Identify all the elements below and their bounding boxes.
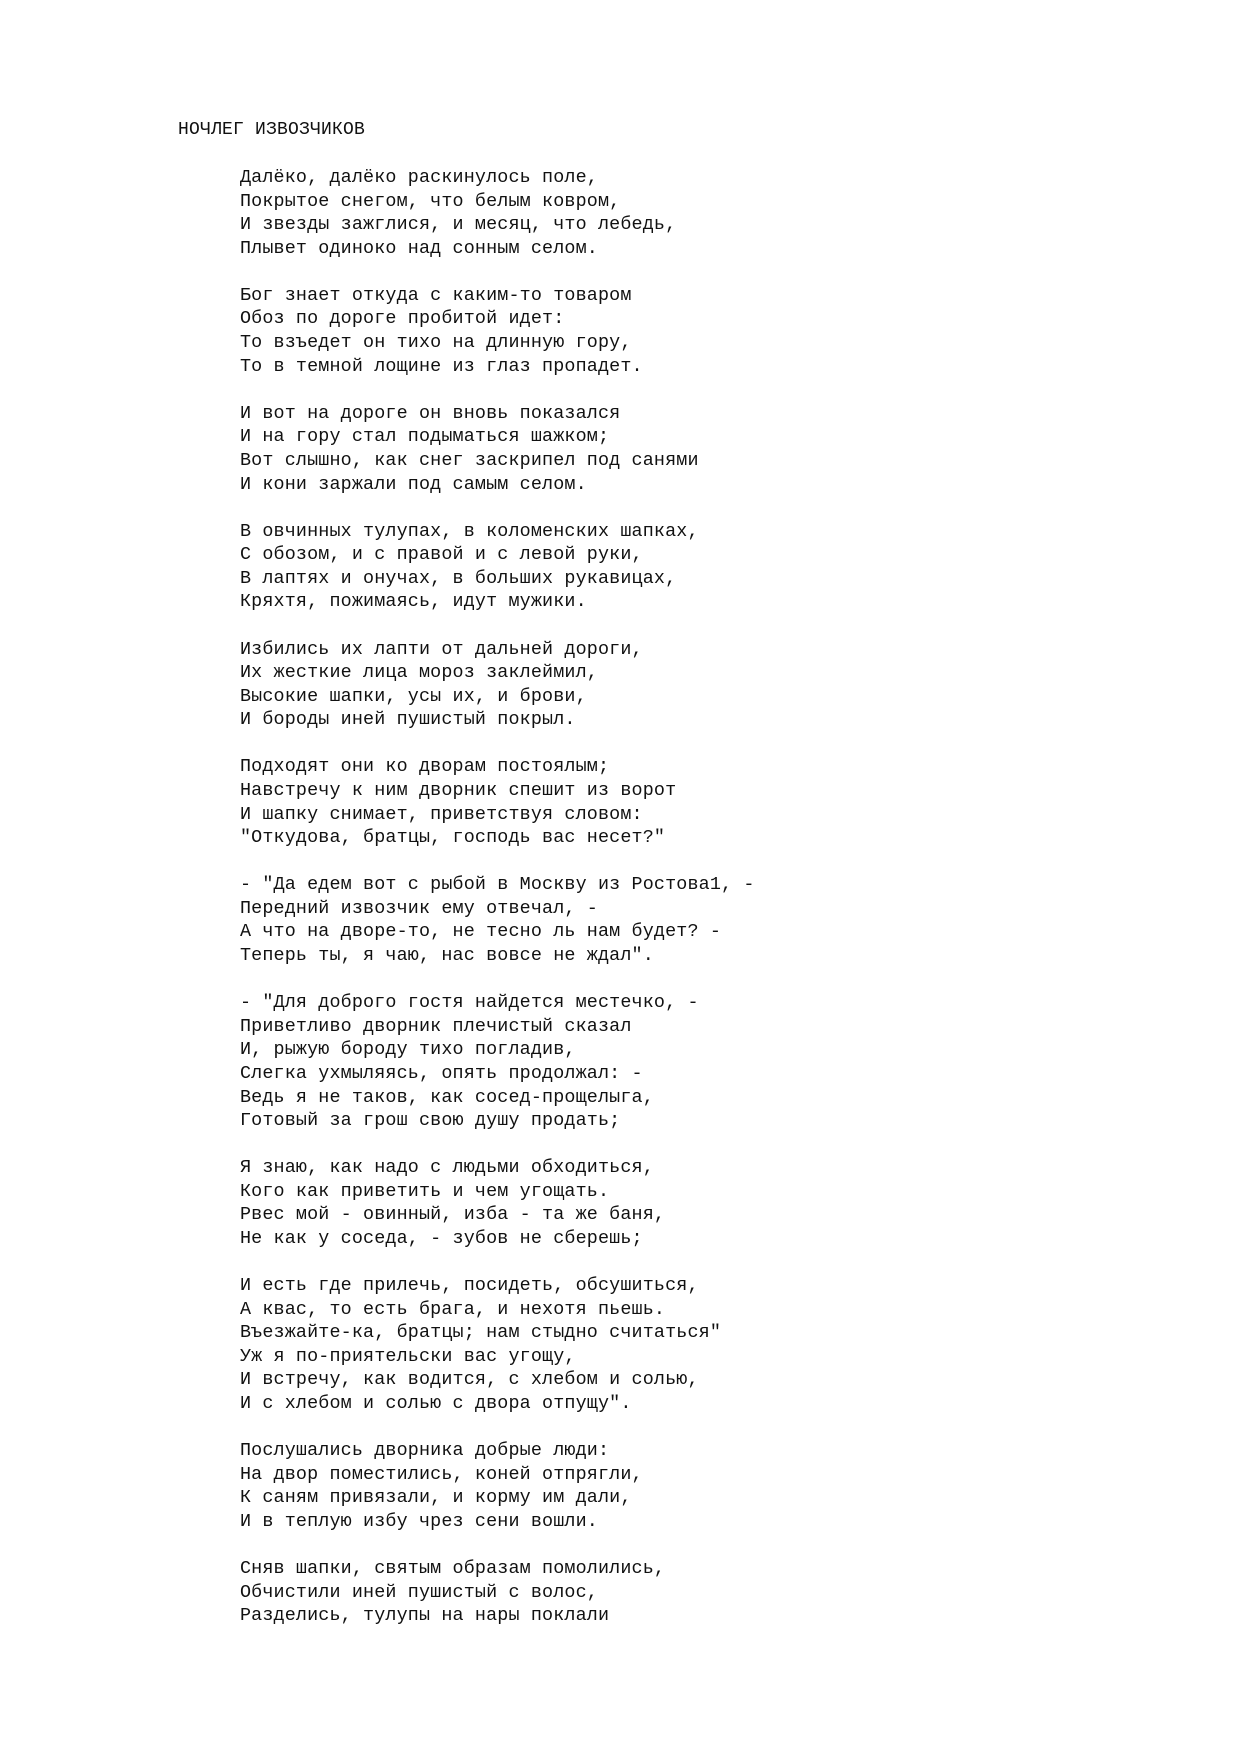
- poem-line: Навстречу к ним дворник спешит из ворот: [240, 779, 677, 801]
- poem-line: Обчистили иней пушистый с волос,: [240, 1581, 598, 1603]
- poem-line: В лаптях и онучах, в больших рукавицах,: [240, 567, 677, 589]
- poem-line: Разделись, тулупы на нары поклали: [240, 1605, 610, 1627]
- poem-line: И звезды зажглися, и месяц, что лебедь,: [240, 214, 677, 236]
- poem-line: Обоз по дороге пробитой идет:: [240, 308, 565, 330]
- poem-line: Высокие шапки, усы их, и брови,: [240, 685, 587, 707]
- poem-line: И бороды иней пушистый покрыл.: [240, 709, 576, 731]
- poem-line: Их жесткие лица мороз заклеймил,: [240, 662, 598, 684]
- poem-line: Послушались дворника добрые люди:: [240, 1440, 610, 1462]
- stanza: [240, 166, 1200, 260]
- poem-line: С обозом, и с правой и с левой руки,: [240, 544, 643, 566]
- poem-line: Сняв шапки, святым образам помолились,: [240, 1558, 666, 1579]
- poem-line: - "Для доброго гостя найдется местечко, -: [240, 992, 699, 1014]
- poem-line: Я знаю, как надо с людьми обходиться,: [240, 1157, 654, 1179]
- poem-line: Не как у соседа, - зубов не сберешь;: [240, 1227, 643, 1249]
- poem-line: И встречу, как водится, с хлебом и солью,: [240, 1369, 699, 1391]
- poem-line: И есть где прилечь, посидеть, обсушиться,: [240, 1275, 699, 1297]
- poem-line: В овчинных тулупах, в коломенских шапках,: [240, 520, 699, 542]
- poem-line: Приветливо дворник плечистый сказал: [240, 1015, 632, 1037]
- stanza: [240, 402, 1200, 496]
- stanza: [240, 755, 1200, 849]
- poem-body: [240, 166, 1200, 1651]
- stanza: [240, 520, 1200, 614]
- poem-line: И шапку снимает, приветствуя словом:: [240, 803, 643, 825]
- poem-title: НОЧЛЕГ ИЗВОЗЧИКОВ: [178, 120, 366, 140]
- poem-line: А что на дворе-то, не тесно ль нам будет? -: [240, 921, 722, 943]
- stanza: [240, 1557, 1200, 1628]
- poem-line: Кряхтя, пожимаясь, идут мужики.: [240, 591, 587, 613]
- poem-line: Покрытое снегом, что белым ковром,: [240, 190, 621, 212]
- stanza: [240, 1274, 1200, 1416]
- poem-line: И на гору стал подыматься шажком;: [240, 426, 610, 448]
- poem-line: И вот на дороге он вновь показался: [240, 402, 621, 424]
- poem-line: И с хлебом и солью с двора отпущу".: [240, 1393, 632, 1415]
- stanza: [240, 991, 1200, 1133]
- stanza: [240, 284, 1200, 378]
- poem-line: Теперь ты, я чаю, нас вовсе не ждал".: [240, 945, 654, 967]
- poem-line: А квас, то есть брага, и нехотя пьешь.: [240, 1298, 666, 1320]
- stanza: [240, 1156, 1200, 1250]
- poem-line: То в темной лощине из глаз пропадет.: [240, 355, 643, 377]
- poem-line: И, рыжую бороду тихо погладив,: [240, 1039, 576, 1061]
- poem-line: Передний извозчик ему отвечал, -: [240, 897, 598, 919]
- poem-line: И кони заржали под самым селом.: [240, 473, 587, 495]
- poem-line: Бог знает откуда с каким-то товаром: [240, 284, 632, 306]
- poem-line: Ведь я не таков, как сосед-прощелыга,: [240, 1086, 654, 1108]
- poem-line: Далёко, далёко раскинулось поле,: [240, 167, 598, 188]
- poem-line: - "Да едем вот с рыбой в Москву из Ростова1, -: [240, 874, 755, 896]
- poem-line: И в теплую избу чрез сени вошли.: [240, 1510, 598, 1532]
- poem-line: К саням привязали, и корму им дали,: [240, 1487, 632, 1509]
- stanza: [240, 1439, 1200, 1533]
- poem-line: Слегка ухмыляясь, опять продолжал: -: [240, 1062, 643, 1084]
- poem-line: Уж я по-приятельски вас угощу,: [240, 1345, 576, 1367]
- poem-line: Подходят они ко дворам постоялым;: [240, 756, 610, 778]
- stanza: [240, 638, 1200, 732]
- poem-line: "Откудова, братцы, господь вас несет?": [240, 827, 666, 849]
- poem-line: То взъедет он тихо на длинную гору,: [240, 332, 632, 354]
- poem-line: Вот слышно, как снег заскрипел под санями: [240, 449, 699, 471]
- poem-line: Въезжайте-ка, братцы; нам стыдно считаться": [240, 1322, 722, 1344]
- poem-line: На двор поместились, коней отпрягли,: [240, 1463, 643, 1485]
- poem-line: Кого как приветить и чем угощать.: [240, 1180, 610, 1202]
- poem-line: Рвес мой - овинный, изба - та же баня,: [240, 1204, 666, 1226]
- poem-line: Готовый за грош свою душу продать;: [240, 1110, 621, 1132]
- stanza: [240, 873, 1200, 967]
- poem-line: Плывет одиноко над сонным селом.: [240, 237, 598, 259]
- poem-line: Избились их лапти от дальней дороги,: [240, 638, 643, 660]
